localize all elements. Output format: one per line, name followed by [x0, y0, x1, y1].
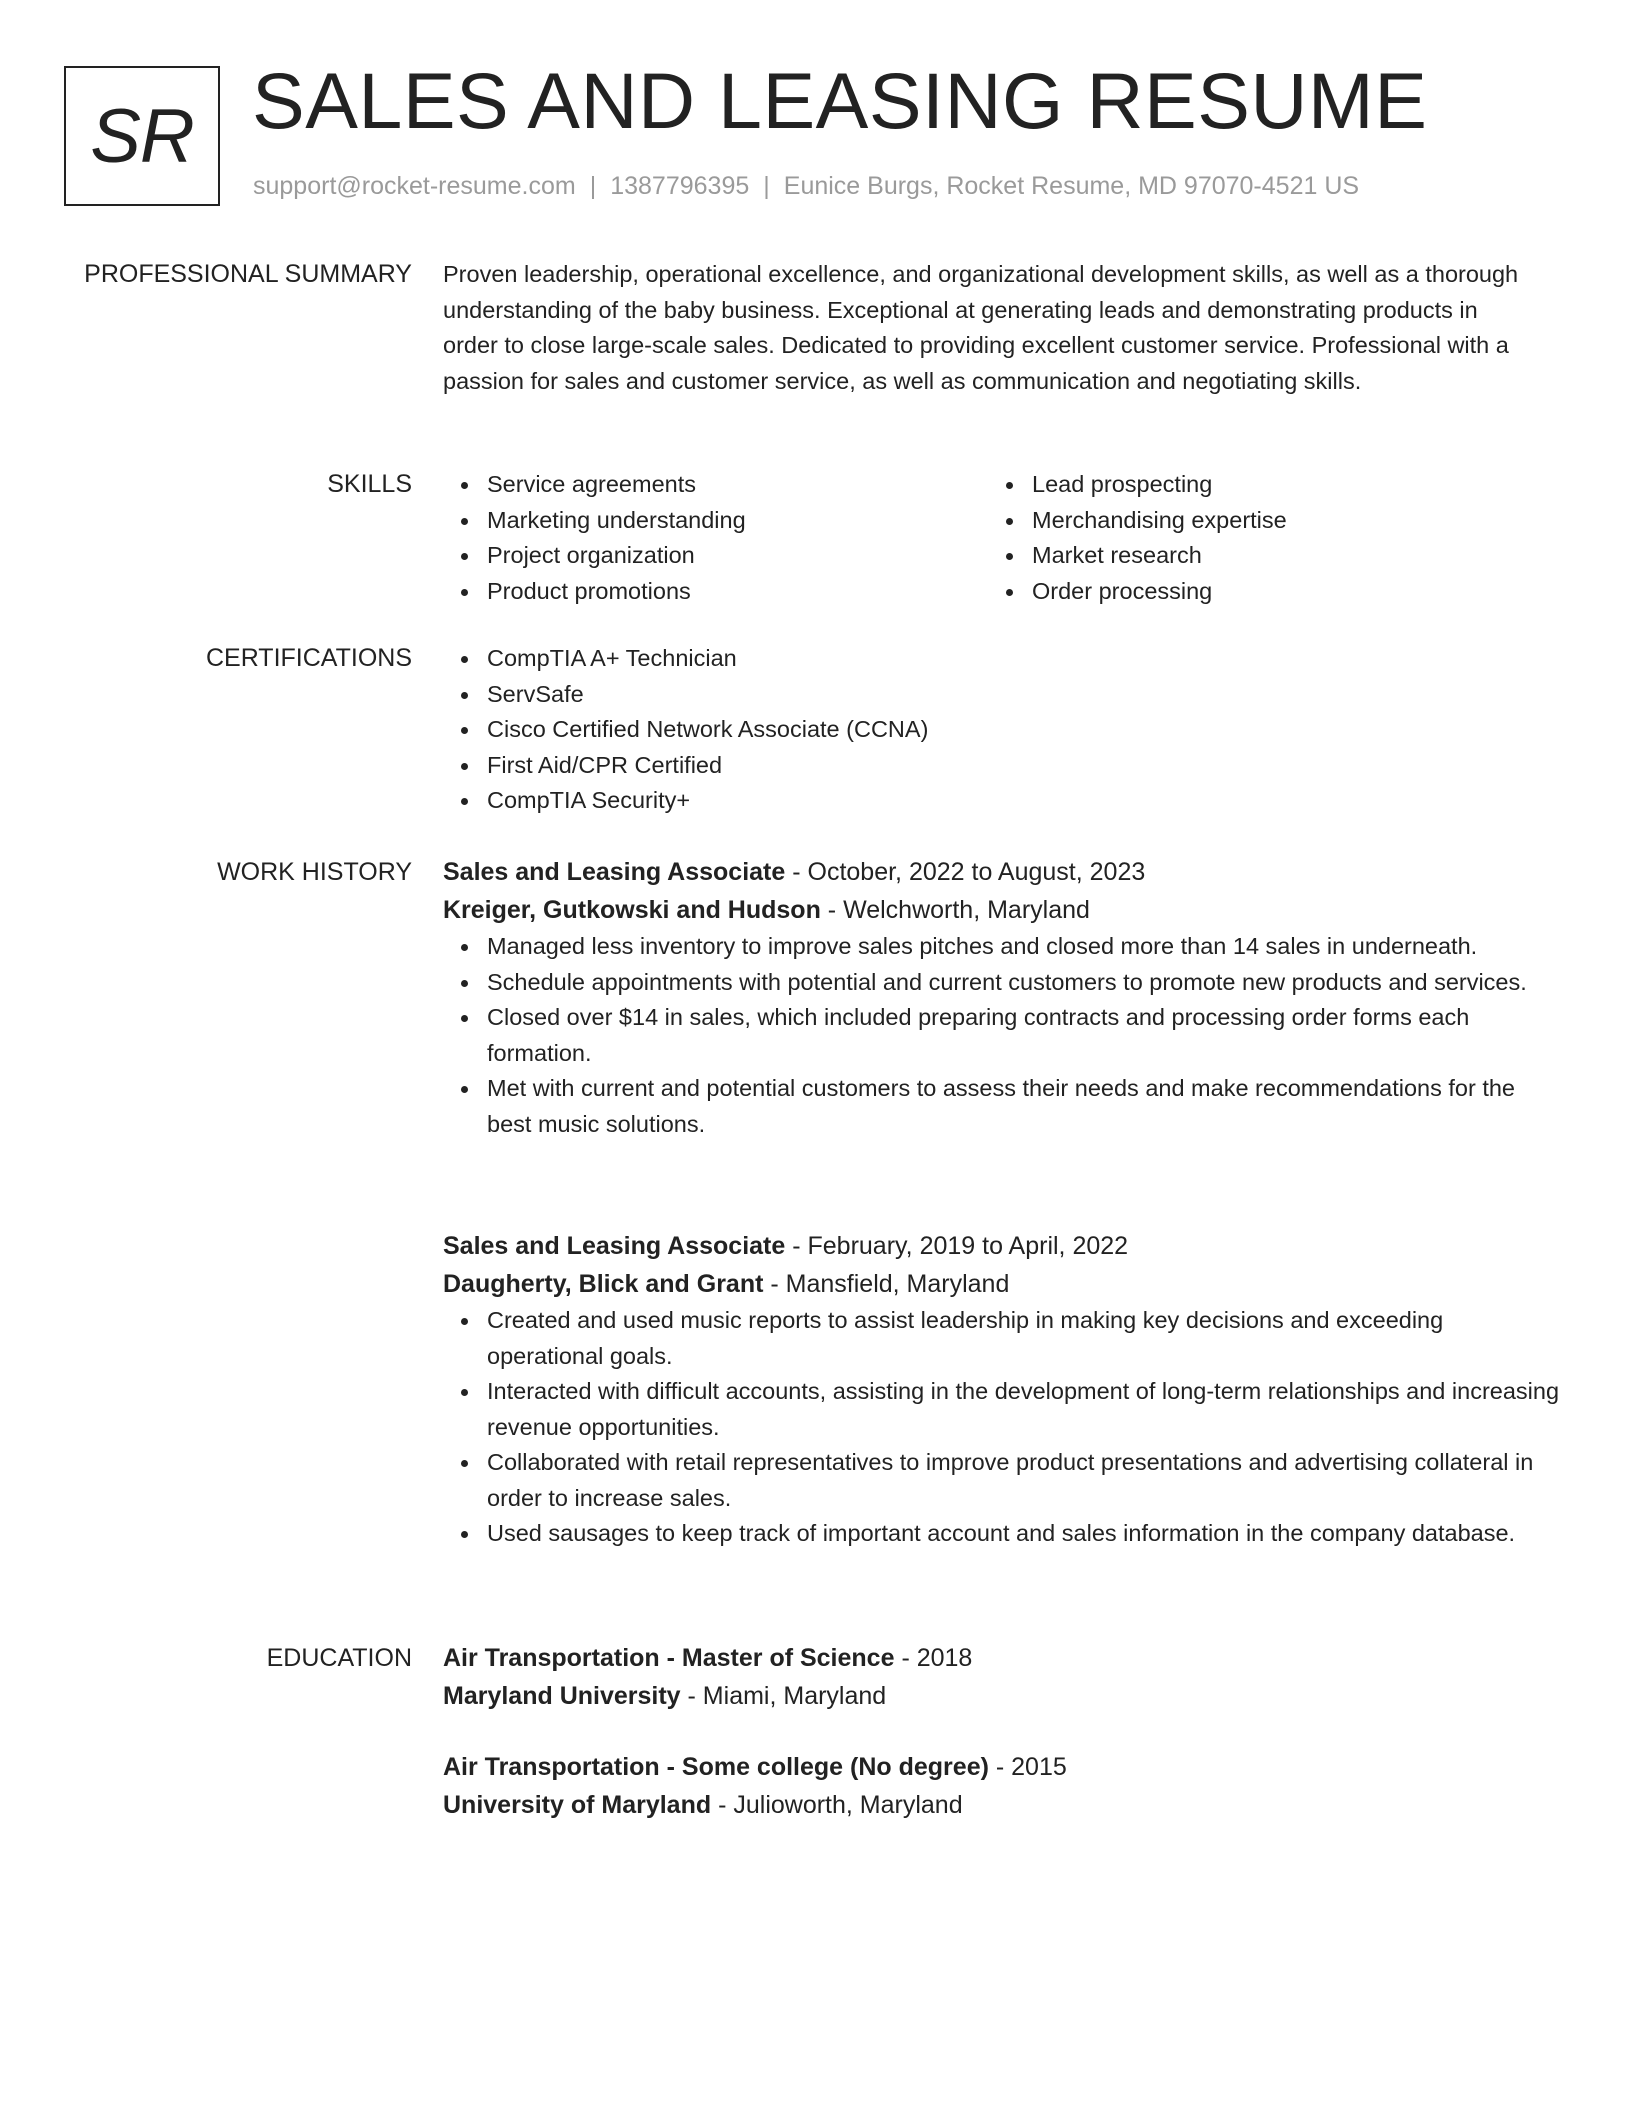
skill-item: Market research — [1032, 538, 1533, 574]
job-title-line — [443, 853, 1563, 891]
job-company: Kreiger, Gutkowski and Hudson — [443, 896, 821, 924]
education-degree-line — [443, 1639, 1543, 1677]
page-title: SALES AND LEASING RESUME — [252, 56, 1428, 145]
certification-item: Cisco Certified Network Associate (CCNA) — [487, 712, 1543, 748]
education-school: University of Maryland — [443, 1791, 712, 1819]
job-duties-list — [443, 1303, 1563, 1552]
skill-item: Marketing understanding — [487, 503, 988, 539]
contact-separator: | — [763, 172, 770, 200]
job-duty-item: Collaborated with retail representatives to improve product presentations and advertising collateral in order to increase sales. — [487, 1445, 1563, 1516]
job-title-line — [443, 1227, 1563, 1265]
contact-separator: | — [589, 172, 597, 200]
job-location: - Welchworth, Maryland — [820, 896, 1090, 924]
certifications-heading: CERTIFICATIONS — [205, 644, 412, 672]
contact-email: support@rocket-resume.com — [253, 172, 576, 200]
skill-item: Service agreements — [487, 467, 988, 503]
contact-line — [253, 172, 1359, 201]
work-history-heading: WORK HISTORY — [217, 858, 412, 886]
skills-column-left — [443, 467, 988, 609]
education-entry — [443, 1748, 1543, 1824]
job-duty-item: Managed less inventory to improve sales pitches and closed more than 14 sales in underneath. — [487, 929, 1563, 965]
education-degree-line — [443, 1748, 1543, 1786]
job-company-line — [443, 891, 1563, 929]
certifications-body — [443, 641, 1543, 819]
education-degree: Air Transportation - Some college (No degree) — [443, 1753, 989, 1781]
education-year: - 2018 — [894, 1644, 973, 1672]
job-company: Daugherty, Blick and Grant — [443, 1270, 764, 1298]
job-duty-item: Interacted with difficult accounts, assisting in the development of long-term relationships and increasing revenue opportunities. — [487, 1374, 1563, 1445]
skill-item: Project organization — [487, 538, 988, 574]
skill-item: Product promotions — [487, 574, 988, 610]
skills-column-right — [988, 467, 1533, 609]
job-title: Sales and Leasing Associate — [443, 1232, 786, 1260]
job-title: Sales and Leasing Associate — [443, 858, 786, 886]
job-duty-item: Met with current and potential customers to assess their needs and make recommendations for the best music solutions. — [487, 1071, 1563, 1142]
monogram-logo: SR — [64, 66, 220, 206]
skill-item: Order processing — [1032, 574, 1533, 610]
education-school-line — [443, 1677, 1543, 1715]
skills-list — [443, 467, 1543, 609]
education-school: Maryland University — [443, 1682, 681, 1710]
job-entry — [443, 853, 1563, 1142]
certification-item: First Aid/CPR Certified — [487, 748, 1543, 784]
skill-item: Merchandising expertise — [1032, 503, 1533, 539]
education-heading: EDUCATION — [266, 1644, 412, 1672]
job-duty-item: Closed over $14 in sales, which included preparing contracts and processing order forms each formation. — [487, 1000, 1563, 1071]
education-location: - Julioworth, Maryland — [711, 1791, 963, 1819]
certification-item: CompTIA Security+ — [487, 783, 1543, 819]
contact-address: Eunice Burgs, Rocket Resume, MD 97070-4521 US — [783, 172, 1360, 200]
summary-heading: PROFESSIONAL SUMMARY — [84, 260, 412, 288]
certification-item: ServSafe — [487, 677, 1543, 713]
education-year: - 2015 — [988, 1753, 1067, 1781]
job-duty-item: Used sausages to keep track of important account and sales information in the company database. — [487, 1516, 1563, 1552]
summary-text: Proven leadership, operational excellence, and organizational development skills, as well as a thorough understanding of the baby business. Exceptional at generating leads and demonstrating products in order to close large-scale sales. Dedicated to providing excellent customer service. Professional with a passion for sales and customer service, as well as communication and negotiating skills. — [443, 261, 1519, 394]
job-duty-item: Schedule appointments with potential and current customers to promote new products and services. — [487, 965, 1563, 1001]
skills-heading: SKILLS — [327, 470, 412, 498]
job-location: - Mansfield, Maryland — [763, 1270, 1010, 1298]
job-company-line — [443, 1265, 1563, 1303]
job-duties-list — [443, 929, 1563, 1142]
contact-phone: 1387796395 — [610, 172, 750, 200]
job-dates: - February, 2019 to April, 2022 — [785, 1232, 1129, 1260]
education-entry — [443, 1639, 1543, 1715]
skill-item: Lead prospecting — [1032, 467, 1533, 503]
job-duty-item: Created and used music reports to assist leadership in making key decisions and exceeding operational goals. — [487, 1303, 1563, 1374]
education-degree: Air Transportation - Master of Science — [443, 1644, 895, 1672]
certifications-list — [443, 641, 1543, 819]
job-dates: - October, 2022 to August, 2023 — [785, 858, 1146, 886]
job-entry — [443, 1227, 1563, 1552]
certification-item: CompTIA A+ Technician — [487, 641, 1543, 677]
education-location: - Miami, Maryland — [680, 1682, 887, 1710]
education-school-line — [443, 1786, 1543, 1824]
